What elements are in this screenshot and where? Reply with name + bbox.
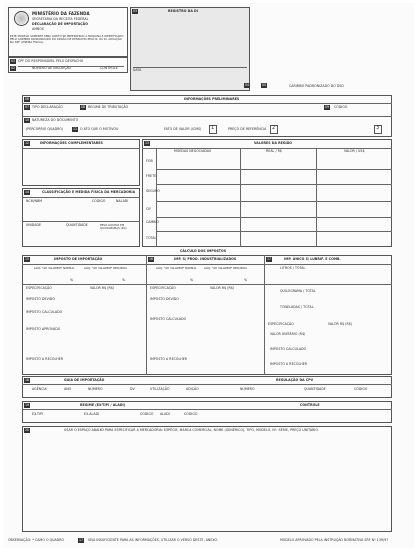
tax-calculation-section: [22, 255, 392, 375]
date-label: DATA: [133, 68, 142, 72]
declaration-type-label: TIPO DECLARAÇÃO: [32, 105, 63, 109]
ncm-label: NCM/NBM: [26, 199, 43, 203]
box-number-11: 11: [72, 127, 78, 131]
tax-regime-label: REGIME DE TRIBUTAÇÃO: [88, 105, 129, 109]
values-row-insurance: SEGURO: [146, 189, 160, 193]
registration-label: REGISTRO DA DI: [168, 9, 198, 13]
divider: [156, 184, 392, 185]
divider: [22, 221, 140, 222]
ii-title: IMPOSTO DE IMPORTAÇÃO: [54, 257, 103, 261]
tax-calculation-title: CÁLCULO DOS IMPOSTOS: [180, 249, 227, 253]
complementary-title: INFORMAÇÕES COMPLEMENTARES: [40, 141, 103, 145]
ipi-value-label: VALOR R$ (R$): [210, 286, 235, 290]
goods-specification-box[interactable]: [22, 426, 392, 532]
divider: [240, 148, 241, 247]
icms-title: IMP. ÚNICO S/ LUBRIF. E COMB.: [284, 257, 341, 261]
values-title: VALORES DA REGIÃO: [254, 141, 293, 145]
divider: [22, 284, 392, 285]
ii-value-label: VALOR R$ (R$): [90, 286, 115, 290]
ipi-rate-normal: ALÍQ. *AD VALOREM* NORMAL: [156, 267, 197, 270]
footer-observation: OBSERVAÇÃO: * CAMO O QUADRO: [8, 538, 65, 542]
ex-tipi-section: [22, 401, 392, 423]
ii-due-label: IMPOSTO DEVIDO: [26, 297, 55, 301]
box-number-16: 16: [148, 257, 154, 261]
ii-rate-reduced: ALÍQ. *AD VALOREM* REDUZIDA: [84, 267, 128, 270]
values-row-exchange: CAMBIO: [146, 220, 160, 224]
box-number-04: 04: [244, 83, 250, 87]
cpv-code-label: CÓDIGO: [354, 387, 368, 391]
ipi-pct-1: %: [190, 278, 194, 282]
complementary-section: [22, 139, 140, 186]
usage-label: UTILIZAÇÃO: [150, 387, 170, 391]
ipi-spec-label: ESPECIFICAÇÃO: [150, 286, 176, 290]
secretariat-name: SECRETARIA DA RECEITA FEDERAL: [32, 17, 89, 21]
class-code-label: CÓDIGO: [92, 199, 106, 203]
form-title: DECLARAÇÃO DE IMPORTAÇÃO: [32, 22, 88, 26]
divider: [22, 409, 392, 410]
box-number-05: 05: [261, 83, 267, 87]
cpv-quantity-label: QUANTIDADE: [304, 387, 326, 391]
divider: [22, 264, 392, 265]
ii-spec-label: ESPECIFICAÇÃO: [26, 286, 52, 290]
box-number-14: 14: [24, 190, 30, 194]
icms-spec-label: ESPECIFICAÇÃO: [268, 322, 294, 326]
unit-value-label: VALOR UNITÁRIO (R$): [270, 332, 306, 336]
divider: [316, 148, 317, 247]
ii-rate-normal: ALÍQ. *AD VALOREM* NORMAL: [34, 267, 75, 270]
ipi-due-label: IMPOSTO DEVIDO: [150, 297, 179, 301]
value-1: 1: [211, 125, 215, 131]
icms-value-label: VALOR R$ (R$): [328, 322, 353, 326]
ipi-payable-label: IMPOSTO A RECOLHER: [150, 357, 188, 361]
ipi-rate-reduced: ALÍQ. *AD VALOREM* REDUZIDA: [204, 267, 248, 270]
divider: [146, 255, 147, 375]
values-row-freight: FRETE: [146, 174, 157, 178]
box-number-07: 07: [24, 105, 30, 109]
box-number-15: 15: [24, 257, 30, 261]
act-label: O ATO QUE O MOTIVOU: [80, 127, 119, 131]
box-number-02: 02: [10, 66, 16, 70]
unit-label: UNIDADE: [26, 223, 42, 227]
quantity-label: QUANTIDADE: [66, 223, 88, 227]
divider: [22, 384, 392, 385]
ii-payable-label: IMPOSTO A RECOLHER: [26, 357, 64, 361]
box-number-03: 03: [132, 9, 138, 13]
cpv-number-label: NÚMERO: [240, 387, 255, 391]
value-3: 3: [376, 125, 380, 131]
footer-model-approval: MODELO APROVADO PELA INSTRUÇÃO NORMATIVA SRF Nº 139/97: [280, 538, 389, 542]
divider: [22, 103, 392, 104]
divider: [156, 231, 392, 232]
footer-box-number: 17: [78, 538, 84, 542]
ex-tipi-title: REGIME (EX-TIPI / ALADI): [80, 403, 126, 407]
divider: [156, 148, 157, 247]
ex-code-label: CÓDIGO: [140, 412, 154, 416]
box-number-12: 12: [24, 141, 30, 145]
form-subtitle: AMBOS: [32, 27, 44, 31]
code-label: CÓDIGO: [334, 105, 348, 109]
icms-payable-label: IMPOSTO A RECOLHER: [270, 362, 308, 366]
values-row-total: TOTAL: [146, 236, 157, 240]
ipi-pct-2: %: [244, 278, 248, 282]
header-notice: ESTE MODELO SOMENTE SERÁ ACEITO SE PREENCHIDO À MÁQUINA E IDENTIFICADO PELO CARIMBO PADRONIZADO DO ÓRGÃO DE DESPACHO PELO N. DA DI, ADUAÇÃO NA DPF (VISEIRA FISCAL): [10, 35, 124, 44]
divider: [264, 255, 265, 375]
box-number-19: 19: [24, 403, 30, 407]
divider: [22, 116, 392, 117]
control-label: CONTROLE: [100, 66, 118, 70]
box-number-09: 09: [324, 105, 330, 109]
divider: [22, 148, 140, 149]
ii-pct-1: %: [70, 278, 74, 282]
net-weight-label: PESO LÍQUIDO EM QUILOGRAMAS (KG): [100, 224, 127, 230]
ii-pct-2: %: [122, 278, 126, 282]
tons-label: TONELADAS / TOTAL: [280, 305, 314, 309]
ex-aladi-label: EX-ALADI: [84, 412, 100, 416]
icms-calc-label: IMPOSTO CALCULADO: [270, 347, 307, 351]
values-col-usd: VALOR / US$: [344, 149, 365, 153]
preliminary-title: INFORMAÇÕES PRELIMINARES: [184, 97, 240, 101]
ii-calc-label: IMPOSTO CALCULADO: [26, 310, 63, 314]
import-guide-title: GUIA DE IMPORTAÇÃO: [64, 378, 105, 382]
liters-label: LITROS / TOTAL: [280, 266, 306, 270]
divider: [156, 201, 392, 202]
addition-label: ADIÇÃO: [186, 387, 199, 391]
coat-of-arms-logo: [14, 11, 29, 26]
control-title: CONTROLE: [300, 403, 320, 407]
agency-label: AGÊNCIA: [32, 387, 47, 391]
ex-code2-label: CÓDIGO: [184, 412, 198, 416]
values-col-real: REAL / R$: [266, 149, 282, 153]
guide-number-label: NÚMERO: [88, 387, 103, 391]
box-number-01: 01: [10, 59, 16, 63]
dv-label: DV: [130, 387, 135, 391]
divider: [18, 66, 124, 67]
ipi-title: IMP. S/ PROD. INDUSTRIALIZADOS: [174, 257, 237, 261]
classification-title: CLASSIFICAÇÃO E MEDIDA FÍSICA DA MERCADORIA: [42, 190, 136, 194]
specification-instructions: USAR O ESPAÇO ABAIXO PARA ESPECIFICAR A MERCADORIA: ESPÉCIE, MARCA COMERCIAL, NOME (GENÉRICO), TIPO, MODELO, Nº. SÉRIE, PREÇO UNITÁRIO.: [64, 428, 319, 432]
box-number-08: 08: [80, 105, 86, 109]
cpv-regulation-title: REGULAÇÃO DA CPV: [276, 378, 314, 382]
inscription-label: NÚMERO DE INSCRIÇÃO: [32, 66, 72, 70]
box-number-18: 18: [24, 378, 30, 382]
value-2: 2: [272, 125, 276, 131]
values-row-fob: FOB: [146, 159, 153, 163]
stamp-caption: CARIMBO PADRONIZADO DO DSO: [289, 84, 344, 88]
ministry-name: MINISTÉRIO DA FAZENDA: [32, 11, 90, 16]
ii-approved-label: IMPOSTO APROVADO: [26, 327, 61, 331]
import-declaration-form: [4, 3, 414, 548]
naladi-label: NALADI: [116, 199, 129, 203]
year-label: ANO: [64, 387, 72, 391]
cpf-label: CPF DO RESPONSÁVEL PELO DESPACHO: [18, 59, 84, 63]
footer-instruction: SEJA INSUFICIENTE PARA AS INFORMAÇÕES, UTILIZAR O VERSO DESTE, ANEXO.: [88, 538, 218, 542]
divider: [22, 197, 140, 198]
divider: [156, 217, 392, 218]
aladi-label: ALADI: [160, 412, 170, 416]
pertinent-label: (PERCORRIO QUADRO): [26, 127, 64, 131]
kg-label: QUILOGRAMA / TOTAL: [280, 289, 316, 293]
ex-tipi-label: EX-TIPI: [32, 412, 43, 416]
box-number-17: 17: [266, 257, 272, 261]
values-col-currency: MOEDAS NEGOCIADAS: [174, 149, 212, 153]
divider: [156, 169, 392, 170]
document-nature-label: NATUREZA DO DOCUMENTO: [32, 118, 79, 122]
box-number-20: 20: [24, 428, 30, 432]
ipi-calc-label: IMPOSTO CALCULADO: [150, 317, 187, 321]
box-number-06: 06: [24, 97, 30, 101]
box-number-10: 10: [24, 118, 30, 122]
divider: [133, 67, 247, 68]
values-row-cif: CIF: [146, 207, 152, 211]
box-number-13: 13: [144, 141, 150, 145]
registration-stamp-box: [130, 7, 250, 91]
generator-fact-label: FATO DE VALOR (ICMS): [164, 127, 202, 131]
reference-price-label: PREÇO DE REFERÊNCIA: [228, 127, 267, 131]
